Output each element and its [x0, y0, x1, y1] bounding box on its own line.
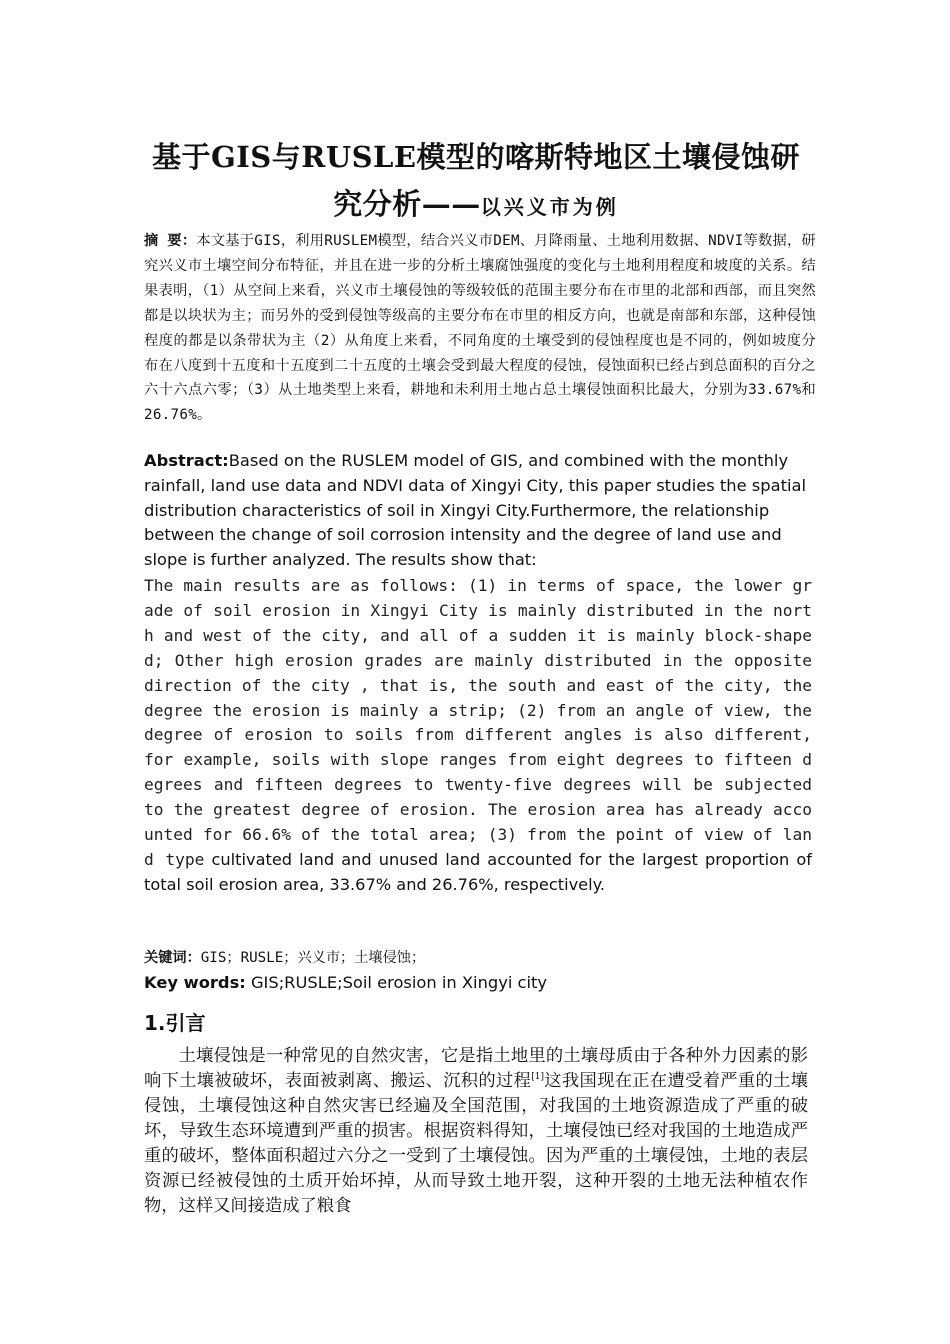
- chinese-keywords-text: GIS；RUSLE；兴义市；土壤侵蚀；: [200, 950, 426, 966]
- introduction-paragraph: [144, 1044, 808, 1219]
- english-abstract-label: Abstract:: [144, 451, 229, 470]
- english-keywords-text: GIS;RUSLE;Soil erosion in Xingyi city: [245, 973, 548, 992]
- english-results-mono-text: The main results are as follows: (1) in terms of space, the lower grade of soil erosion in Xingyi City is mainly distributed in the north and west of the city, and all of a sudden it is mainly block-shaped; Other high erosion grades are mainly distributed in the opposite direction of the city , that is, the south and east of the city, the degree the erosion is mainly a strip; (2) from an angle of view, the degree of erosion to soils from different angles is also different, for example, soils with slope ranges from eight degrees to fifteen degrees and fifteen degrees to twenty-five degrees will be subjected to the greatest degree of erosion. The erosion area has already accounted for 66.6% of the total area; (3) from the point of view of land type: [144, 576, 812, 869]
- paper-title: [140, 134, 812, 231]
- chinese-abstract-text: 本文基于GIS，利用RUSLEM模型，结合兴义市DEM、月降雨量、土地利用数据、NDVI等数据，研究兴义市土壤空间分布特征，并且在进一步的分析土壤腐蚀强度的变化与土地利用程度和坡度的关系。结果表明，（1）从空间上来看，兴义市土壤侵蚀的等级较低的范围主要分布在市里的北部和西部，而且突然都是以块状为主；而另外的受到侵蚀等级高的主要分布在市里的相反方向，也就是南部和东部，这种侵蚀程度的都是以条带状为主（2）从角度上来看，不同角度的土壤受到的侵蚀程度也是不同的，例如坡度分布在八度到十五度和十五度到二十五度的土壤会受到最大程度的侵蚀，侵蚀面积已经占到总面积的百分之六十六点六零；（3）从土地类型上来看，耕地和未利用土地占总土壤侵蚀面积比最大，分别为33.67%和26.76%。: [144, 233, 816, 424]
- english-abstract-text: Based on the RUSLEM model of GIS, and combined with the monthly rainfall, land use data and NDVI data of Xingyi City, this paper studies the spatial distribution characteristics of soil in Xingyi City.Furthermore, the relationship between the change of soil corrosion intensity and the degree of land use and slope is further analyzed. The results show that:: [144, 451, 807, 570]
- english-abstract-results: [144, 574, 812, 898]
- title-subtitle: 以兴义市为例: [480, 195, 619, 219]
- chinese-keywords-label: 关键词：: [144, 950, 201, 966]
- title-main: 基于GIS与RUSLE模型的喀斯特地区土壤侵蚀研究分析——: [151, 140, 801, 221]
- english-abstract: [144, 449, 812, 573]
- chinese-abstract-label: 摘 要：: [144, 233, 197, 249]
- english-keywords: [144, 970, 812, 996]
- introduction-text-part1: 土壤侵蚀是一种常见的自然灾害，它是指土地里的土壤母质由于各种外力因素的影响下土壤被破坏，表面被剥离、搬运、沉积的过程: [144, 1046, 808, 1091]
- citation-1[interactable]: [1]: [531, 1072, 544, 1082]
- introduction-text-part2: 这我国现在正在遭受着严重的土壤侵蚀，土壤侵蚀这种自然灾害已经遍及全国范围，对我国的土地资源造成了严重的破坏，导致生态环境遭到严重的损害。根据资料得知，土壤侵蚀已经对我国的土地造成严重的破坏，整体面积超过六分之一受到了土壤侵蚀。因为严重的土壤侵蚀，土地的表层资源已经被侵蚀的土质开始坏掉，从而导致土地开裂，这种开裂的土地无法种植农作物，这样又间接造成了粮食: [144, 1071, 808, 1216]
- english-results-tail-text: cultivated land and unused land accounted for the largest proportion of total soil erosion area, 33.67% and 26.76%, respectively.: [144, 849, 812, 894]
- section-heading-introduction: 1.引言: [144, 1011, 206, 1035]
- chinese-abstract: [144, 229, 816, 428]
- chinese-keywords: [144, 947, 812, 969]
- english-keywords-label: Key words:: [144, 973, 246, 992]
